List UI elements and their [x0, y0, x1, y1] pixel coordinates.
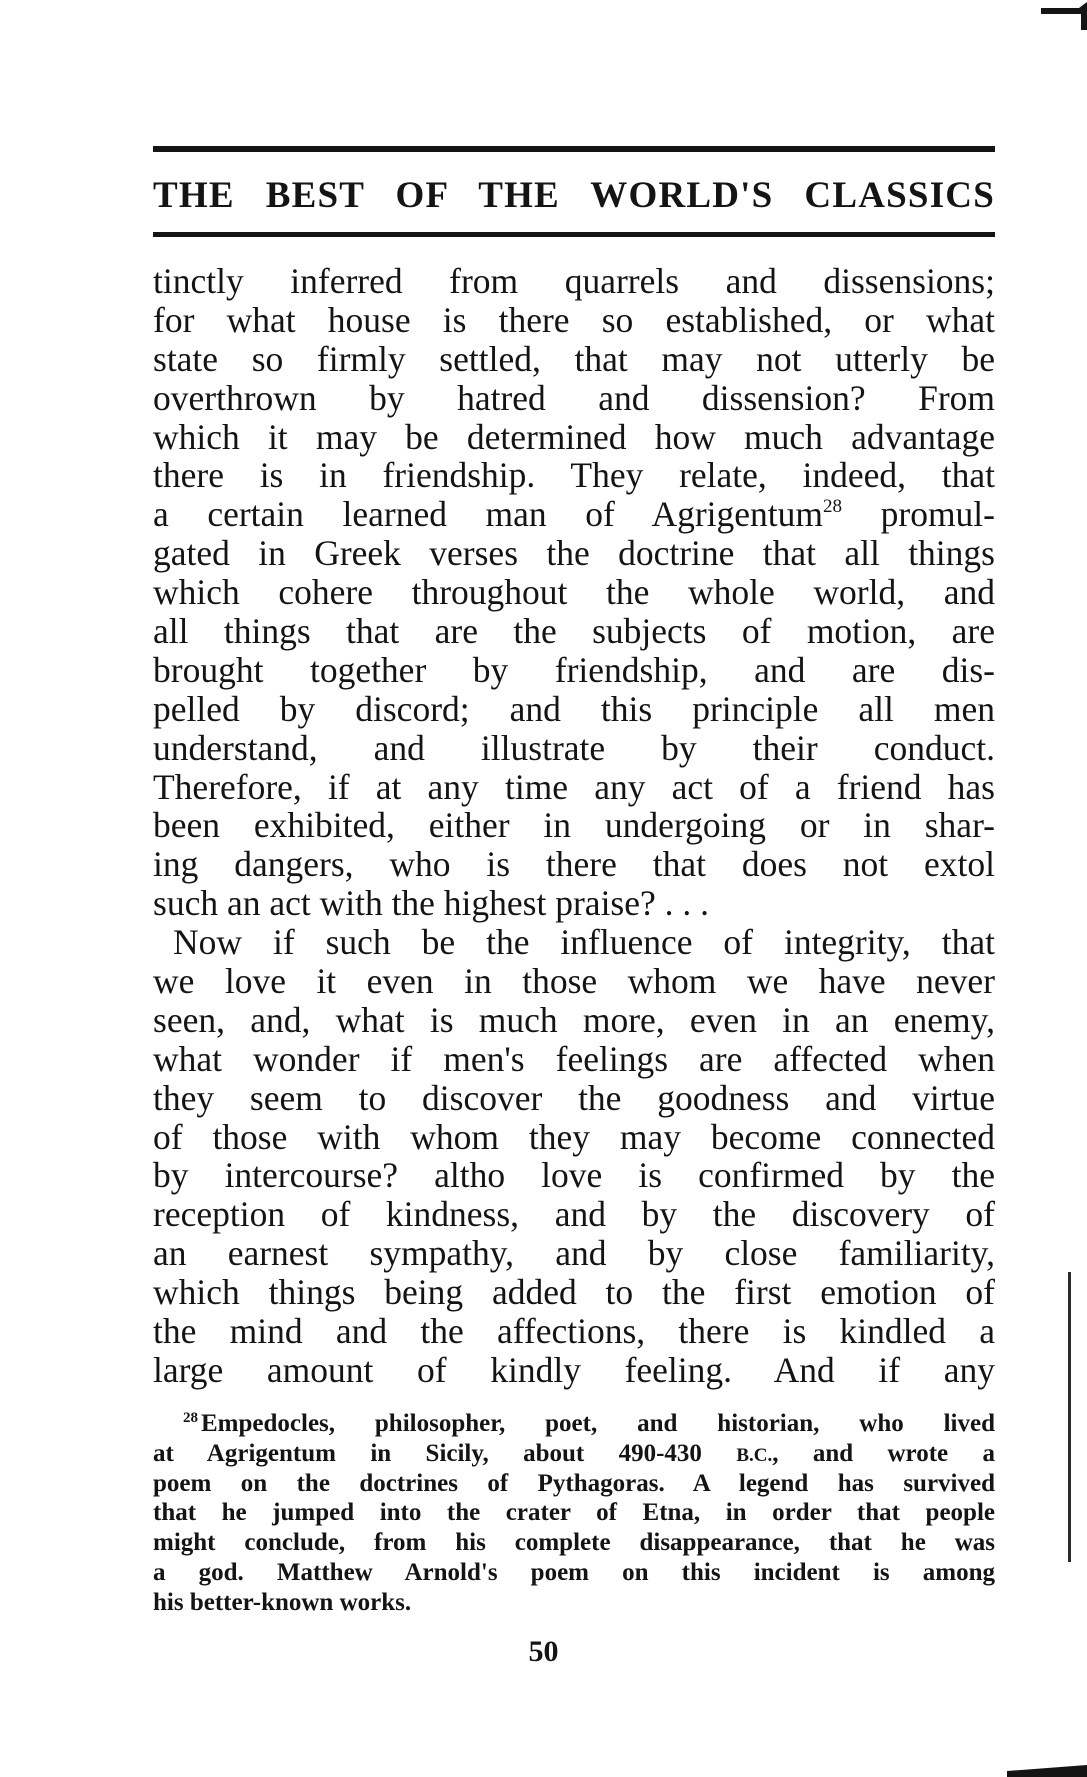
text-line: which it may be determined how much advantage [153, 416, 995, 457]
text-line: been exhibited, either in undergoing or in shar- [153, 805, 995, 846]
text-line: they seem to discover the goodness and virtue [153, 1077, 995, 1118]
footnote-line: that he jumped into the crater of Etna, in order that people [153, 1499, 995, 1527]
text-line: large amount of kindly feeling. And if any [153, 1349, 995, 1390]
text-line: which things being added to the first emotion of [153, 1272, 995, 1313]
footnote-line: his better-known works. [153, 1588, 412, 1616]
margin-scan-mark [1068, 1272, 1071, 1562]
text-line: state so firmly settled, that may not utterly be [153, 338, 995, 379]
text-line: understand, and illustrate by their conduct. [153, 727, 995, 768]
text-fragment: a certain learned man of Agrigentum [153, 494, 824, 535]
footnote-line: might conclude, from his complete disappearance, that he was [153, 1529, 995, 1557]
text-line: the mind and the affections, there is kindled a [153, 1311, 995, 1352]
footnote-reference: 28 [823, 496, 843, 518]
text-line: brought together by friendship, and are dis- [153, 649, 995, 690]
footnote-text: Empedocles, philosopher, poet, and historian, who lived [201, 1410, 995, 1437]
text-line: tinctly inferred from quarrels and dissensions; [153, 261, 995, 301]
text-line: which cohere throughout the whole world, and [153, 572, 995, 613]
page-number: 50 [528, 1635, 559, 1668]
text-line: there is in friendship. They relate, indeed, that [153, 455, 995, 496]
text-line: all things that are the subjects of motion, are [153, 611, 995, 652]
top-rule [153, 146, 995, 152]
footnote-era: B.C. [736, 1444, 773, 1466]
text-line: ing dangers, who is there that does not extol [153, 844, 995, 885]
text-line: overthrown by hatred and dissension? From [153, 377, 995, 418]
text-line: of those with whom they may become connected [153, 1116, 995, 1157]
text-line: we love it even in those whom we have never [153, 961, 995, 1002]
footnote-line [153, 1409, 995, 1439]
footnote-number: 28 [183, 1410, 198, 1426]
text-line: reception of kindness, and by the discovery of [153, 1194, 995, 1235]
text-fragment: promul- [842, 494, 995, 535]
text-line: gated in Greek verses the doctrine that all things [153, 533, 995, 574]
text-line-with-footnote-ref [153, 495, 995, 534]
text-line: for what house is there so established, or what [153, 299, 995, 340]
running-head: THE BEST OF THE WORLD'S CLASSICS [153, 175, 995, 216]
text-line: Therefore, if at any time any act of a friend has [153, 766, 995, 807]
bottom-scan-mark [1007, 1763, 1087, 1777]
footnote-line: a god. Matthew Arnold's poem on this incident is among [153, 1558, 995, 1586]
footnote-block [153, 1409, 995, 1618]
text-line: by intercourse? altho love is confirmed by the [153, 1155, 995, 1196]
footnote-line [153, 1439, 995, 1469]
text-line: pelled by discord; and this principle all men [153, 688, 995, 729]
text-line: what wonder if men's feelings are affected when [153, 1038, 995, 1079]
paragraph-end-line: such an act with the highest praise? . . . [153, 883, 710, 924]
body-text [153, 262, 995, 1390]
footnote-text: , and wrote a [772, 1439, 995, 1467]
footnote-line: poem on the doctrines of Pythagoras. A legend has survived [153, 1469, 995, 1497]
footnote-text: at Agrigentum in Sicily, about 490-430 [153, 1439, 737, 1467]
text-line: an earnest sympathy, and by close familiarity, [153, 1233, 995, 1274]
paragraph-start-line: Now if such be the influence of integrity, that [173, 922, 995, 963]
corner-scan-mark [1041, 0, 1087, 30]
text-line: seen, and, what is much more, even in an enemy, [153, 999, 995, 1040]
head-rule [153, 232, 995, 237]
